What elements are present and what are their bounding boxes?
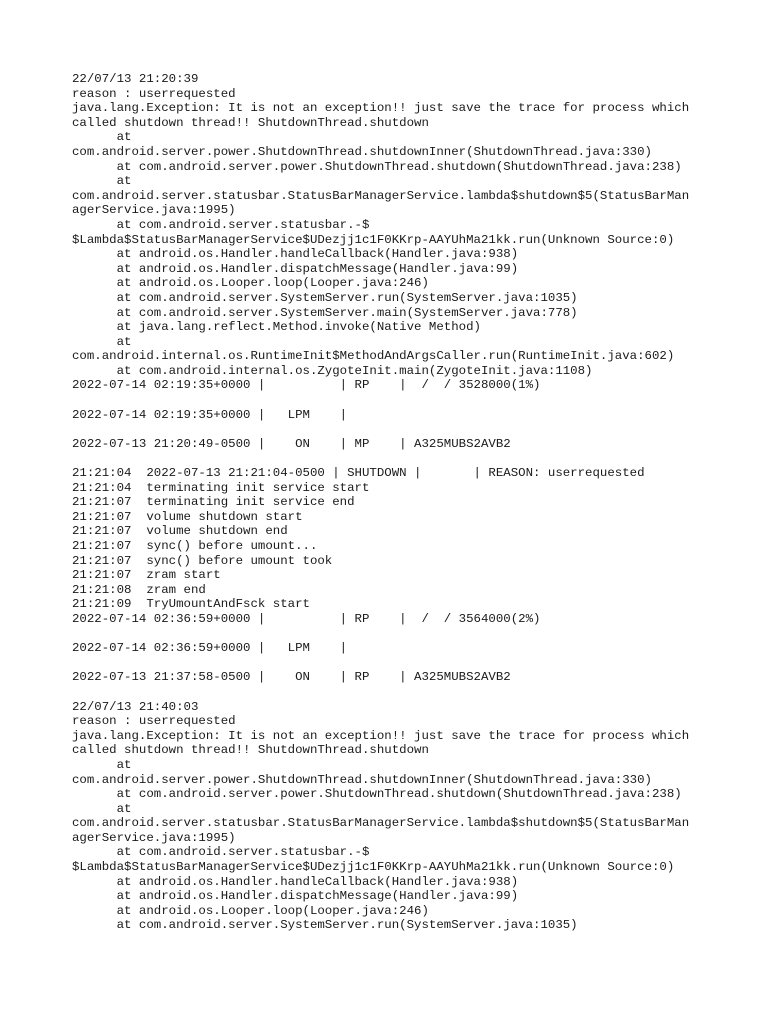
log-line: at com.android.server.power.ShutdownThread.shutdown(ShutdownThread.java:238) (72, 159, 682, 174)
log-line: $Lambda$StatusBarManagerService$UDezjj1c1F0KKrp-AAYUhMa21kk.run(Unknown Source:0) (72, 860, 675, 875)
log-line: at android.os.Handler.dispatchMessage(Handler.java:99) (72, 261, 519, 276)
log-line: reason : userrequested (72, 86, 236, 101)
log-line (72, 422, 712, 437)
log-line (72, 393, 712, 408)
log-line: at com.android.server.SystemServer.run(SystemServer.java:1035) (72, 918, 578, 933)
log-line: at com.android.server.SystemServer.main(SystemServer.java:778) (72, 305, 578, 320)
log-line: 21:21:04 terminating init service start (72, 480, 370, 495)
log-line: java.lang.Exception: It is not an exception!! just save the trace for process which (72, 728, 690, 743)
log-line: com.android.internal.os.RuntimeInit$MethodAndArgsCaller.run(RuntimeInit.java:602) (72, 349, 675, 364)
log-line: 2022-07-14 02:19:35+0000 | | RP | / / 3528000(1%) (72, 378, 541, 393)
log-line: 2022-07-14 02:36:59+0000 | LPM | (72, 641, 348, 656)
log-line: at android.os.Handler.handleCallback(Handler.java:938) (72, 874, 519, 889)
log-line (72, 451, 712, 466)
log-line: 22/07/13 21:20:39 (72, 72, 199, 86)
log-line (72, 685, 712, 700)
log-line: at (72, 757, 132, 772)
log-line: $Lambda$StatusBarManagerService$UDezjj1c1F0KKrp-AAYUhMa21kk.run(Unknown Source:0) (72, 232, 675, 247)
log-line: 21:21:04 2022-07-13 21:21:04-0500 | SHUTDOWN | | REASON: userrequested (72, 466, 645, 481)
log-line: com.android.server.statusbar.StatusBarManagerService.lambda$shutdown$5(StatusBarMan (72, 816, 690, 831)
log-line: 21:21:07 sync() before umount... (72, 539, 318, 553)
log-line: 21:21:07 terminating init service end (72, 495, 355, 510)
log-line: at android.os.Handler.dispatchMessage(Handler.java:99) (72, 889, 519, 904)
log-line: java.lang.Exception: It is not an exception!! just save the trace for process which (72, 101, 690, 116)
log-line: at (72, 130, 132, 145)
log-line: at java.lang.reflect.Method.invoke(Native Method) (72, 320, 481, 335)
log-line: 2022-07-14 02:19:35+0000 | LPM | (72, 407, 348, 422)
log-text-block (72, 72, 712, 933)
log-line: at com.android.internal.os.ZygoteInit.main(ZygoteInit.java:1108) (72, 363, 593, 378)
log-line: at com.android.server.statusbar.-$ (72, 845, 370, 860)
log-line: 21:21:09 TryUmountAndFsck start (72, 597, 310, 612)
log-line: called shutdown thread!! ShutdownThread.shutdown (72, 115, 429, 130)
log-line: agerService.java:1995) (72, 203, 236, 218)
log-line: 21:21:07 volume shutdown start (72, 509, 303, 524)
log-line: 21:21:07 volume shutdown end (72, 524, 288, 539)
log-line: reason : userrequested (72, 714, 236, 729)
log-line: 21:21:07 zram start (72, 568, 221, 583)
log-line: com.android.server.statusbar.StatusBarManagerService.lambda$shutdown$5(StatusBarMan (72, 188, 690, 203)
log-line: 22/07/13 21:40:03 (72, 699, 199, 714)
log-line: at android.os.Looper.loop(Looper.java:246) (72, 903, 429, 918)
log-line: called shutdown thread!! ShutdownThread.shutdown (72, 743, 429, 758)
log-line: at (72, 334, 132, 349)
log-line (72, 656, 712, 671)
log-line: at android.os.Handler.handleCallback(Handler.java:938) (72, 247, 519, 262)
log-line: 2022-07-13 21:37:58-0500 | ON | RP | A325MUBS2AVB2 (72, 670, 511, 685)
log-line: agerService.java:1995) (72, 830, 236, 845)
log-line: com.android.server.power.ShutdownThread.shutdownInner(ShutdownThread.java:330) (72, 144, 652, 159)
log-line: at com.android.server.SystemServer.run(SystemServer.java:1035) (72, 290, 578, 305)
log-line: at android.os.Looper.loop(Looper.java:246) (72, 276, 429, 291)
log-line: 21:21:08 zram end (72, 582, 206, 597)
log-line: at (72, 174, 132, 189)
log-line: at (72, 801, 132, 816)
log-line: 21:21:07 sync() before umount took (72, 553, 333, 568)
log-line: at com.android.server.statusbar.-$ (72, 217, 370, 232)
log-line: com.android.server.power.ShutdownThread.shutdownInner(ShutdownThread.java:330) (72, 772, 652, 787)
log-line: 2022-07-13 21:20:49-0500 | ON | MP | A325MUBS2AVB2 (72, 436, 511, 451)
log-line: at com.android.server.power.ShutdownThread.shutdown(ShutdownThread.java:238) (72, 787, 682, 802)
log-line (72, 627, 712, 642)
log-line: 2022-07-14 02:36:59+0000 | | RP | / / 3564000(2%) (72, 611, 541, 626)
